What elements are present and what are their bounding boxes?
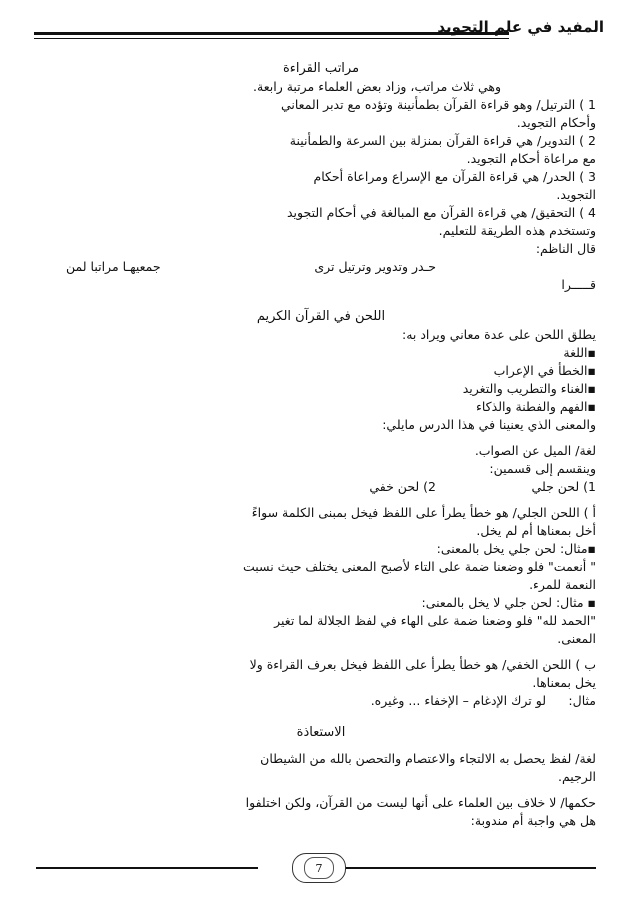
bullet-item: ▪الغناء والتطريب والتغريد (462, 381, 596, 396)
header-rule-thin (34, 38, 509, 39)
example-row (46, 692, 596, 710)
section-title-istiaadha: الاستعاذة (296, 725, 346, 740)
bullet-item: ▪الخطأ في الإعراب (493, 363, 596, 378)
paragraph-line: يخل بمعناها. (532, 675, 596, 690)
section-title-lahn: اللحن في القرآن الكريم (256, 309, 386, 324)
paragraph-line: وينقسم إلى قسمين: (489, 461, 596, 476)
type-two: 2) لحن خفي (369, 479, 436, 494)
page-footer (0, 853, 638, 881)
paragraph-line: الرجيم. (558, 769, 596, 784)
paragraph-line: وهي ثلاث مراتب، وزاد بعض العلماء مرتبة رابعة. (253, 79, 501, 94)
book-title: المفيد في علم التجويد (437, 18, 604, 36)
paragraph-line: أخل بمعناها أم لم يخل. (476, 523, 596, 538)
paragraph-line: 2 ) التدوير/ هي قراءة القرآن بمنزلة بين السرعة والطمأنينة (289, 133, 596, 148)
paragraph-line: ب ) اللحن الخفي/ هو خطأ يطرأ على اللفظ فيخل بعرف القراءة ولا (249, 657, 596, 672)
verse-hemistich-left: جمعيهـا مراتبا لمن (66, 259, 161, 274)
paragraph-line: 1 ) الترتيل/ وهو قراءة القرآن بطمأنينة وتؤده مع تدبر المعاني (280, 97, 596, 112)
type-one: 1) لحن جلي (531, 479, 596, 494)
verse-end: قـــــرا (561, 277, 596, 292)
verse-hemistich-right: حـدر وتدوير وترتيل ترى (314, 259, 436, 274)
page-number-ornament (292, 853, 346, 883)
section-title-levels: مراتب القراءة (282, 61, 360, 76)
example-label: مثال: (568, 693, 596, 708)
example-text: لو ترك الإدغام – الإخفاء ... وغيره. (370, 693, 546, 708)
paragraph-line: ▪ مثال: لحن جلي لا يخل بالمعنى: (421, 595, 596, 610)
paragraph-line: مع مراعاة أحكام التجويد. (466, 151, 596, 166)
types-row (46, 478, 596, 496)
paragraph-line: التجويد. (556, 187, 596, 202)
paragraph-line: 3 ) الحدر/ هي قراءة القرآن مع الإسراع ومراعاة أحكام (313, 169, 596, 184)
bullet-item: ▪اللغة (563, 345, 596, 360)
paragraph-line: وأحكام التجويد. (516, 115, 596, 130)
paragraph-line: يطلق اللحن على عدة معاني ويراد به: (401, 327, 596, 342)
paragraph-line: هل هي واجبة أم مندوبة: (470, 813, 596, 828)
page-number: 7 (304, 857, 334, 879)
paragraph-line: والمعنى الذي يعنينا في هذا الدرس مايلي: (382, 417, 596, 432)
paragraph-line: النعمة للمرء. (529, 577, 596, 592)
verse-line (46, 258, 596, 276)
page-header (34, 18, 604, 46)
paragraph-line: ▪مثال: لحن جلي يخل بالمعنى: (436, 541, 596, 556)
paragraph-line: حكمها/ لا خلاف بين العلماء على أنها ليست من القرآن، ولكن اختلفوا (245, 795, 596, 810)
paragraph-line: 4 ) التحقيق/ هي قراءة القرآن مع المبالغة في أحكام التجويد (287, 205, 596, 220)
paragraph-line: "الحمد لله" فلو وضعنا ضمة على الهاء في لفظ الجلالة لما تغير (274, 613, 596, 628)
paragraph-line: أ ) اللحن الجلي/ هو خطأ يطرأ على اللفظ فيخل بمبنى الكلمة سواءً (251, 505, 596, 520)
paragraph-line: وتستخدم هذه الطريقة للتعليم. (438, 223, 596, 238)
footer-rule-right (326, 867, 596, 869)
paragraph-line: المعنى. (557, 631, 596, 646)
paragraph-line: " أنعمت" فلو وضعنا ضمة على التاء لأصبح المعنى يختلف حيث نسبت (243, 559, 596, 574)
paragraph-line: لغة/ الميل عن الصواب. (474, 443, 596, 458)
header-rule (34, 32, 509, 35)
page-content (46, 60, 596, 830)
paragraph-line: لغة/ لفظ يحصل به الالتجاء والاعتصام والتحصن بالله من الشيطان (260, 751, 596, 766)
bullet-item: ▪الفهم والفطنة والذكاء (476, 399, 596, 414)
paragraph-line: قال الناظم: (535, 241, 596, 256)
footer-rule-left (36, 867, 258, 869)
